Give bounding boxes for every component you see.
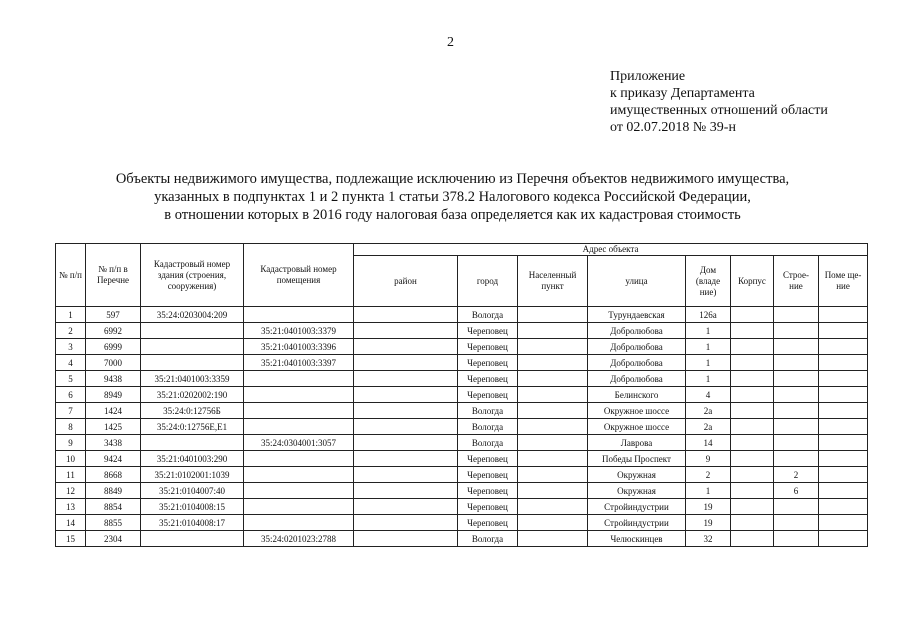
cell-cad-room: 35:21:0401003:3396: [244, 339, 354, 355]
cell-city: Череповец: [458, 339, 518, 355]
cell-city: Вологда: [458, 403, 518, 419]
cell-house: 1: [686, 371, 731, 387]
title-line: в отношении которых в 2016 году налоговая база определяется как их кадастровая стоимость: [164, 207, 741, 223]
page-number: 2: [447, 35, 454, 50]
cell-cad-room: [244, 387, 354, 403]
cell-num: 15: [56, 531, 86, 547]
cell-room: [819, 403, 868, 419]
cell-cad-room: [244, 467, 354, 483]
cell-list-num: 9424: [86, 451, 141, 467]
cell-korpus: [731, 387, 774, 403]
cell-city: Череповец: [458, 483, 518, 499]
cell-building: [774, 387, 819, 403]
appendix-line: имущественных отношений области: [610, 103, 828, 118]
cell-cad-building: 35:24:0203004:209: [141, 307, 244, 323]
cell-house: 1: [686, 339, 731, 355]
table-row: [56, 467, 868, 483]
cell-room: [819, 483, 868, 499]
cell-room: [819, 451, 868, 467]
cell-list-num: 9438: [86, 371, 141, 387]
cell-room: [819, 323, 868, 339]
cell-num: 12: [56, 483, 86, 499]
cell-cad-room: [244, 515, 354, 531]
cell-house: 2а: [686, 419, 731, 435]
header-city: город: [458, 256, 518, 307]
cell-street: Добролюбова: [588, 339, 686, 355]
cell-building: [774, 531, 819, 547]
cell-cad-building: 35:21:0401003:290: [141, 451, 244, 467]
cell-room: [819, 387, 868, 403]
cell-cad-room: [244, 403, 354, 419]
appendix-block: [610, 68, 828, 136]
cell-building: [774, 323, 819, 339]
cell-district: [354, 323, 458, 339]
cell-district: [354, 451, 458, 467]
cell-num: 3: [56, 339, 86, 355]
cell-house: 19: [686, 515, 731, 531]
cell-cad-room: 35:24:0304001:3057: [244, 435, 354, 451]
cell-num: 6: [56, 387, 86, 403]
cell-cad-building: 35:21:0104007:40: [141, 483, 244, 499]
cell-list-num: 7000: [86, 355, 141, 371]
cell-cad-building: 35:21:0102001:1039: [141, 467, 244, 483]
cell-house: 2а: [686, 403, 731, 419]
cell-cad-building: [141, 323, 244, 339]
cell-num: 1: [56, 307, 86, 323]
cell-building: 6: [774, 483, 819, 499]
cell-locality: [518, 355, 588, 371]
cell-locality: [518, 531, 588, 547]
cell-cad-building: 35:24:0:12756Е,Е1: [141, 419, 244, 435]
cell-room: [819, 339, 868, 355]
cell-street: Добролюбова: [588, 371, 686, 387]
cell-locality: [518, 323, 588, 339]
cell-korpus: [731, 307, 774, 323]
header-building: Строе- ние: [774, 256, 819, 307]
cell-list-num: 1424: [86, 403, 141, 419]
cell-cad-building: 35:21:0104008:15: [141, 499, 244, 515]
cell-room: [819, 499, 868, 515]
cell-locality: [518, 419, 588, 435]
cell-cad-building: 35:21:0401003:3359: [141, 371, 244, 387]
cell-locality: [518, 483, 588, 499]
cell-city: Вологда: [458, 307, 518, 323]
cell-street: Стройиндустрии: [588, 499, 686, 515]
cell-cad-room: [244, 483, 354, 499]
cell-num: 8: [56, 419, 86, 435]
cell-korpus: [731, 515, 774, 531]
cell-building: 2: [774, 467, 819, 483]
cell-city: Череповец: [458, 371, 518, 387]
cell-num: 5: [56, 371, 86, 387]
header-cad-room: Кадастровый номер помещения: [244, 244, 354, 307]
cell-cad-building: 35:24:0:12756Б: [141, 403, 244, 419]
cell-room: [819, 371, 868, 387]
header-room: Поме ще- ние: [819, 256, 868, 307]
cell-list-num: 597: [86, 307, 141, 323]
cell-house: 126а: [686, 307, 731, 323]
cell-city: Череповец: [458, 499, 518, 515]
cell-room: [819, 355, 868, 371]
cell-district: [354, 387, 458, 403]
cell-locality: [518, 387, 588, 403]
cell-korpus: [731, 339, 774, 355]
header-korpus: Корпус: [731, 256, 774, 307]
appendix-line: от 02.07.2018 № 39-н: [610, 120, 736, 135]
cell-building: [774, 371, 819, 387]
cell-cad-room: [244, 371, 354, 387]
cell-city: Череповец: [458, 355, 518, 371]
cell-korpus: [731, 403, 774, 419]
cell-cad-building: [141, 435, 244, 451]
cell-korpus: [731, 371, 774, 387]
cell-city: Череповец: [458, 515, 518, 531]
cell-num: 9: [56, 435, 86, 451]
cell-building: [774, 515, 819, 531]
cell-city: Вологда: [458, 531, 518, 547]
cell-cad-building: [141, 339, 244, 355]
objects-table: [55, 243, 868, 547]
table-row: [56, 451, 868, 467]
cell-locality: [518, 403, 588, 419]
cell-street: Победы Проспект: [588, 451, 686, 467]
cell-list-num: 8949: [86, 387, 141, 403]
cell-street: Окружное шоссе: [588, 403, 686, 419]
cell-house: 32: [686, 531, 731, 547]
appendix-line: к приказу Департамента: [610, 86, 755, 101]
table-row: [56, 435, 868, 451]
table-body: [56, 307, 868, 547]
cell-district: [354, 339, 458, 355]
cell-locality: [518, 339, 588, 355]
cell-num: 10: [56, 451, 86, 467]
cell-house: 14: [686, 435, 731, 451]
cell-district: [354, 499, 458, 515]
cell-street: Окружная: [588, 467, 686, 483]
cell-list-num: 2304: [86, 531, 141, 547]
cell-building: [774, 403, 819, 419]
document-title: [40, 170, 865, 224]
cell-house: 1: [686, 323, 731, 339]
cell-room: [819, 307, 868, 323]
cell-city: Вологда: [458, 435, 518, 451]
title-line: Объекты недвижимого имущества, подлежащие исключению из Перечня объектов недвижимого имущества,: [115, 171, 790, 187]
cell-cad-room: 35:24:0201023:2788: [244, 531, 354, 547]
cell-korpus: [731, 483, 774, 499]
cell-room: [819, 467, 868, 483]
cell-city: Череповец: [458, 323, 518, 339]
cell-room: [819, 435, 868, 451]
cell-district: [354, 483, 458, 499]
cell-list-num: 8668: [86, 467, 141, 483]
cell-cad-building: [141, 531, 244, 547]
cell-district: [354, 371, 458, 387]
cell-korpus: [731, 499, 774, 515]
cell-district: [354, 403, 458, 419]
cell-cad-room: [244, 451, 354, 467]
table-row: [56, 339, 868, 355]
cell-building: [774, 307, 819, 323]
table-row: [56, 531, 868, 547]
cell-list-num: 8849: [86, 483, 141, 499]
cell-locality: [518, 435, 588, 451]
table-row: [56, 419, 868, 435]
title-line: указанных в подпунктах 1 и 2 пункта 1 статьи 378.2 Налогового кодекса Российской Федерации,: [154, 189, 751, 205]
cell-district: [354, 435, 458, 451]
cell-building: [774, 355, 819, 371]
cell-street: Окружное шоссе: [588, 419, 686, 435]
cell-list-num: 1425: [86, 419, 141, 435]
header-list-num: № п/п в Перечне: [86, 244, 141, 307]
cell-street: Лаврова: [588, 435, 686, 451]
header-cad-building: Кадастровый номер здания (строения, сооружения): [141, 244, 244, 307]
cell-korpus: [731, 435, 774, 451]
cell-korpus: [731, 451, 774, 467]
cell-district: [354, 531, 458, 547]
cell-house: 9: [686, 451, 731, 467]
header-locality: Населенный пункт: [518, 256, 588, 307]
cell-list-num: 3438: [86, 435, 141, 451]
cell-city: Череповец: [458, 451, 518, 467]
cell-list-num: 8855: [86, 515, 141, 531]
cell-korpus: [731, 323, 774, 339]
header-address: Адрес объекта: [354, 244, 868, 256]
cell-num: 7: [56, 403, 86, 419]
cell-cad-building: 35:21:0202002:190: [141, 387, 244, 403]
cell-cad-room: 35:21:0401003:3379: [244, 323, 354, 339]
cell-street: Добролюбова: [588, 323, 686, 339]
cell-korpus: [731, 355, 774, 371]
cell-house: 1: [686, 483, 731, 499]
cell-cad-room: 35:21:0401003:3397: [244, 355, 354, 371]
cell-list-num: 8854: [86, 499, 141, 515]
cell-district: [354, 467, 458, 483]
cell-korpus: [731, 467, 774, 483]
table-row: [56, 307, 868, 323]
cell-city: Вологда: [458, 419, 518, 435]
cell-street: Окружная: [588, 483, 686, 499]
cell-locality: [518, 307, 588, 323]
table-row: [56, 483, 868, 499]
cell-locality: [518, 515, 588, 531]
cell-city: Череповец: [458, 467, 518, 483]
cell-room: [819, 531, 868, 547]
cell-list-num: 6999: [86, 339, 141, 355]
cell-street: Белинского: [588, 387, 686, 403]
cell-house: 19: [686, 499, 731, 515]
table-row: [56, 323, 868, 339]
cell-house: 4: [686, 387, 731, 403]
header-district: район: [354, 256, 458, 307]
appendix-line: Приложение: [610, 69, 686, 84]
cell-street: Челюскинцев: [588, 531, 686, 547]
cell-num: 4: [56, 355, 86, 371]
header-house: Дом (владе ние): [686, 256, 731, 307]
cell-house: 1: [686, 355, 731, 371]
cell-building: [774, 339, 819, 355]
cell-locality: [518, 451, 588, 467]
cell-building: [774, 435, 819, 451]
table-row: [56, 403, 868, 419]
cell-district: [354, 419, 458, 435]
table-row: [56, 499, 868, 515]
cell-building: [774, 419, 819, 435]
cell-city: Череповец: [458, 387, 518, 403]
cell-district: [354, 307, 458, 323]
cell-locality: [518, 499, 588, 515]
cell-room: [819, 419, 868, 435]
cell-cad-building: 35:21:0104008:17: [141, 515, 244, 531]
cell-cad-room: [244, 499, 354, 515]
cell-num: 2: [56, 323, 86, 339]
cell-list-num: 6992: [86, 323, 141, 339]
cell-street: Турундаевская: [588, 307, 686, 323]
cell-num: 13: [56, 499, 86, 515]
cell-korpus: [731, 419, 774, 435]
cell-district: [354, 515, 458, 531]
cell-street: Стройиндустрии: [588, 515, 686, 531]
cell-house: 2: [686, 467, 731, 483]
cell-cad-room: [244, 419, 354, 435]
header-num: № п/п: [56, 244, 86, 307]
cell-num: 14: [56, 515, 86, 531]
cell-district: [354, 355, 458, 371]
cell-building: [774, 451, 819, 467]
cell-building: [774, 499, 819, 515]
cell-locality: [518, 467, 588, 483]
header-street: улица: [588, 256, 686, 307]
cell-cad-building: [141, 355, 244, 371]
cell-num: 11: [56, 467, 86, 483]
cell-korpus: [731, 531, 774, 547]
table-row: [56, 387, 868, 403]
cell-room: [819, 515, 868, 531]
table-row: [56, 355, 868, 371]
table-row: [56, 371, 868, 387]
cell-cad-room: [244, 307, 354, 323]
cell-street: Добролюбова: [588, 355, 686, 371]
cell-locality: [518, 371, 588, 387]
table-row: [56, 515, 868, 531]
